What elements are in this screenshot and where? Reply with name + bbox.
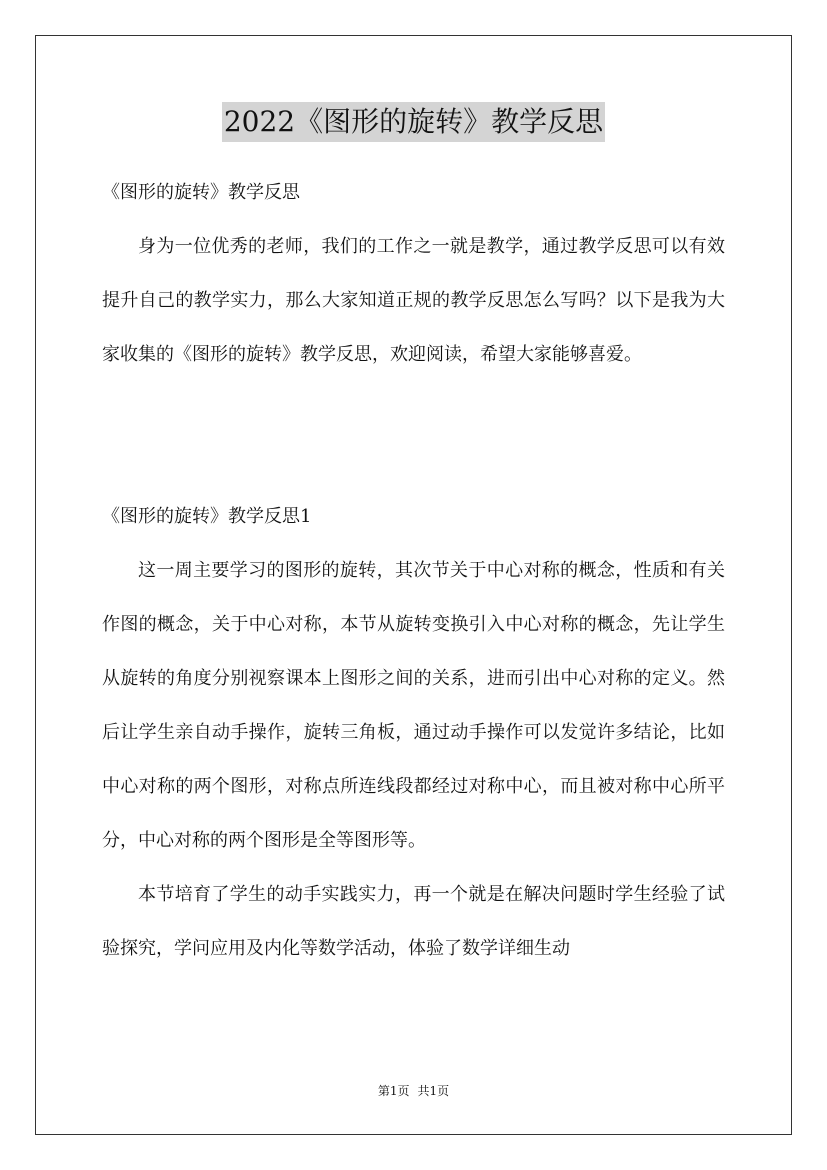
- section1-paragraph-2: 本节培育了学生的动手实践实力，再一个就是在解决问题时学生经验了试验探究，学问应用及内化等数学活动，体验了数学详细生动: [102, 884, 725, 959]
- subtitle-block: [102, 166, 725, 220]
- page-footer: [0, 1083, 827, 1099]
- document-title: 2022《图形的旋转》教学反思: [222, 102, 605, 142]
- page-total: 共1页: [417, 1084, 450, 1098]
- title-container: [0, 102, 827, 142]
- page-number: 第1页: [377, 1084, 410, 1098]
- section1-paragraph-1: 这一周主要学习的图形的旋转，其次节关于中心对称的概念，性质和有关作图的概念，关于中心对称，本节从旋转变换引入中心对称的概念，先让学生从旋转的角度分别视察课本上图形之间的关系，进而引出中心对称的定义。然后让学生亲自动手操作，旋转三角板，通过动手操作可以发觉许多结论，比如中心对称的两个图形，对称点所连线段都经过对称中心，而且被对称中心所平分，中心对称的两个图形是全等图形等。: [102, 560, 725, 851]
- document-subtitle: 《图形的旋转》教学反思: [102, 182, 300, 203]
- intro-block: [102, 220, 725, 382]
- section1-block: [102, 490, 725, 976]
- section1-heading: 《图形的旋转》教学反思1: [102, 506, 312, 527]
- intro-paragraph: 身为一位优秀的老师，我们的工作之一就是教学，通过教学反思可以有效提升自己的教学实力，那么大家知道正规的教学反思怎么写吗？以下是我为大家收集的《图形的旋转》教学反思，欢迎阅读，希望大家能够喜爱。: [102, 236, 725, 365]
